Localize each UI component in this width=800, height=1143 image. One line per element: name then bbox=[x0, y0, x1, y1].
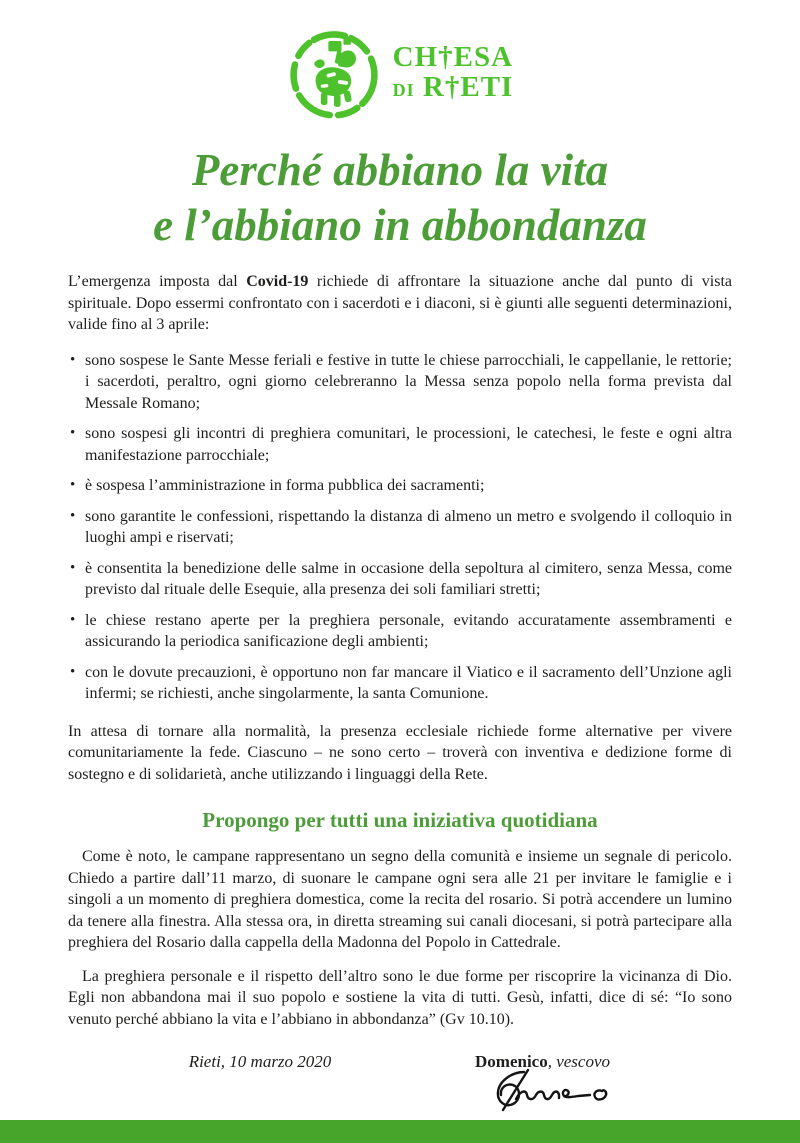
list-item: • è sospesa l’amministrazione in forma pubblica dei sacramenti; bbox=[68, 475, 732, 497]
paragraph-prayer: La preghiera personale e il rispetto dell’altro sono le due forme per riscoprire la vicinanza di Dio. Egli non abbandona mai il suo popolo e sostiene la vita di tutti. Gesù, infatti, dice di sé: “Io sono venuto perché abbiano la vita e l’abbiano in abbondanza” (Gv 10.10). bbox=[68, 967, 732, 1028]
list-item: • è consentita la benedizione delle salme in occasione della sepoltura al cimitero, senza Messa, come previsto dal rituale delle Esequie, alla presenza dei soli familiari stretti; bbox=[68, 558, 732, 601]
logo-wordmark bbox=[393, 43, 514, 102]
title-line-1: Perché abbiano la vita bbox=[191, 145, 609, 195]
signer-name: Domenico bbox=[475, 1052, 548, 1071]
intro-paragraph bbox=[68, 271, 732, 336]
section-heading: Propongo per tutti una iniziativa quotidiana bbox=[202, 808, 598, 832]
page-title bbox=[0, 143, 800, 253]
list-item: • con le dovute precauzioni, è opportuno non far mancare il Viatico e il sacramento dell’Unzione agli infermi; se richiesti, anche singolarmente, la santa Comunione. bbox=[68, 662, 732, 705]
footer-bar bbox=[0, 1120, 800, 1143]
letter-body bbox=[68, 271, 732, 1042]
date-line: Rieti, 10 marzo 2020 bbox=[188, 1052, 332, 1071]
diocese-emblem-icon bbox=[287, 26, 381, 120]
bishop-signature-icon bbox=[490, 1068, 640, 1114]
intro-text-before: L’emergenza imposta dal bbox=[68, 273, 247, 290]
logo-line2-rieti: R†ETI bbox=[422, 71, 514, 103]
logo-line2 bbox=[393, 73, 514, 103]
title-line-2: e l’abbiano in abbondanza bbox=[153, 200, 647, 250]
logo-line1: CH†ESA bbox=[392, 41, 514, 74]
signer-title: , vescovo bbox=[547, 1052, 611, 1071]
determinations-list bbox=[68, 350, 732, 705]
list-item: • sono sospese le Sante Messe feriali e festive in tutte le chiese parrocchiali, le cappellanie, le rettorie; i sacerdoti, peraltro, ogni giorno celebreranno la Messa senza popolo nella forma prevista dal Messale Romano; bbox=[68, 350, 732, 415]
logo-line2-di: DI bbox=[392, 80, 415, 100]
covid-label: Covid-19 bbox=[246, 273, 309, 290]
list-item: • le chiese restano aperte per la preghiera personale, evitando accuratamente assembramenti e assicurando la periodica sanificazione degli ambienti; bbox=[68, 610, 732, 653]
paragraph-normality: In attesa di tornare alla normalità, la presenza ecclesiale richiede forme alternative per vivere comunitariamente la fede. Ciascuno – ne sono certo – troverà con inventiva e dedizione forme di sostegno e di solidarietà, anche utilizzando i linguaggi della Rete. bbox=[68, 722, 732, 783]
diocese-logo bbox=[0, 26, 800, 120]
intro-text-after: richiede di affrontare la situazione anche dal punto di vista spirituale. Dopo essermi confrontato con i sacerdoti e i diaconi, si è giunti alle seguenti determinazioni, valide fino al 3 aprile: bbox=[68, 273, 732, 333]
footer-row bbox=[0, 1052, 800, 1076]
list-item: • sono garantite le confessioni, rispettando la distanza di almeno un metro e svolgendo il colloquio in luoghi ampi e riservati; bbox=[68, 506, 732, 549]
paragraph-bells: Come è noto, le campane rappresentano un segno della comunità e insieme un segnale di pericolo. Chiedo a partire dall’11 marzo, di suonare le campane ogni sera alle 21 per invitare le famiglie e i singoli a un momento di preghiera domestica, come la recita del rosario. Si potrà accendere un lumino da tenere alla finestra. Alla stessa ora, in diretta streaming sui canali diocesani, si potrà partecipare alla preghiera del Rosario dalla cappella della Madonna del Popolo in Cattedrale. bbox=[68, 848, 732, 951]
list-item: • sono sospesi gli incontri di preghiera comunitari, le processioni, le catechesi, le feste e ogni altra manifestazione parrocchiale; bbox=[68, 423, 732, 466]
